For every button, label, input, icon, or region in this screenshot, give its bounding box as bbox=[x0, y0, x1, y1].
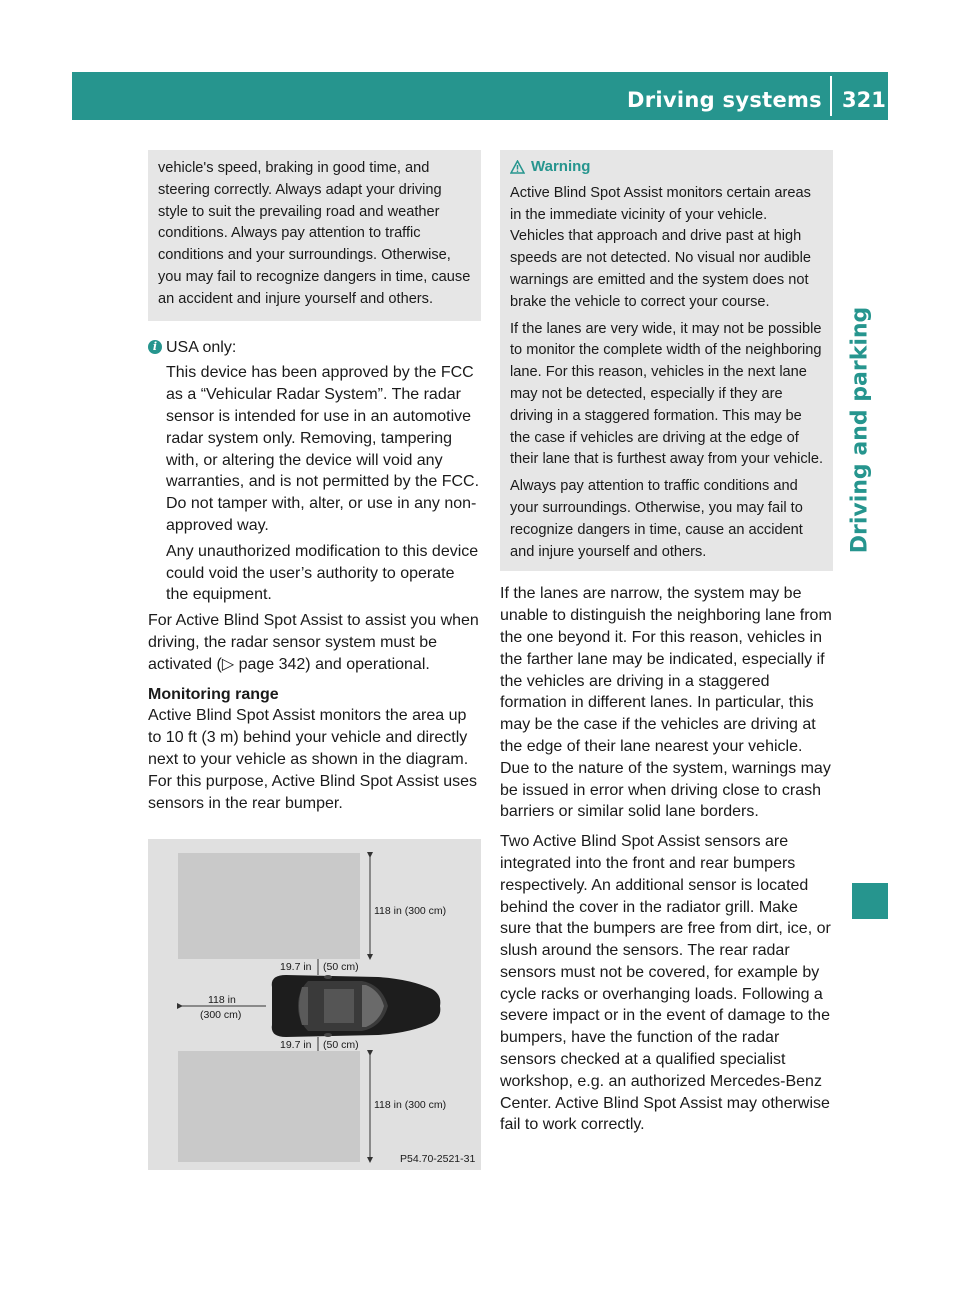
upper-gap-label-in: 19.7 in bbox=[280, 961, 312, 973]
sensors-paragraph: Two Active Blind Spot Assist sensors are integrated into the front and rear bumpers respectively. An additional sensor is located behind the cover in the radiator grill. Make sure that the bumpers are free from dirt, ice, or slush around the sensors. The rear radar sensors must not be covered, for example by cycle racks or overhanging loads. Following a severe impact or in the event of damage to the bumpers, have the function of the radar sensors checked at a qualified specialist workshop, e.g. an authorized Mercedes-Benz Center. Active Blind Spot Assist may otherwise fail to work correctly. bbox=[500, 833, 831, 1134]
info-title: USA only: bbox=[166, 338, 237, 356]
chapter-tab-label: Driving and parking bbox=[847, 306, 873, 554]
info-paragraph-modification: Any unauthorized modification to this device could void the user’s authority to operate the equipment. bbox=[166, 542, 479, 604]
narrow-lanes-paragraph: If the lanes are narrow, the system may be unable to distinguish the neighboring lane from the one beyond it. For this reason, vehicles in the farther lane may be indicated, especially if the vehicles are driving in a staggered formation in different lanes. In particular, this may be the case if the vehicles are driving at the edge of their lane nearest your vehicle. Due to the nature of the system, warnings may be issued in error when driving close to crash barriers or similar solid lane borders. bbox=[500, 585, 832, 821]
warning-triangle-icon bbox=[510, 160, 525, 174]
chapter-tab bbox=[836, 120, 888, 600]
warning-continuation-text: vehicle's speed, braking in good time, and steering correctly. Always adapt your driving style to suit the prevailing road and weather conditions. Always pay attention to traffic conditions and your surroundings. Otherwise, you may fail to recognize dangers in time, cause an accident and injure yourself and others. bbox=[158, 160, 471, 307]
upper-zone-label: 118 in (300 cm) bbox=[374, 905, 447, 917]
thumb-index-marker bbox=[852, 883, 888, 919]
rear-range-label-cm: (300 cm) bbox=[200, 1009, 242, 1021]
page-header bbox=[72, 72, 888, 120]
page-number: 321 bbox=[842, 88, 886, 112]
activation-paragraph bbox=[148, 610, 481, 675]
lower-gap-label-in: 19.7 in bbox=[280, 1039, 312, 1051]
rear-range-label-in: 118 in bbox=[208, 994, 236, 1006]
info-icon: i bbox=[148, 340, 162, 354]
upper-gap-label-cm: (50 cm) bbox=[323, 961, 359, 973]
monitoring-range-paragraph: Active Blind Spot Assist monitors the area up to 10 ft (3 m) behind your vehicle and directly next to your vehicle as shown in the diagram. For this purpose, Active Blind Spot Assist uses sensors in the rear bumper. bbox=[148, 707, 478, 812]
info-paragraph-fcc: This device has been approved by the FCC as a “Vehicular Radar System”. The radar sensor is intended for use in an automotive radar system only. Removing, tampering with, or altering the device will void any warranties, and is not permitted by the FCC. Do not tamper with, alter, or use in any non-approved way. bbox=[166, 364, 480, 534]
warning-continuation-box bbox=[148, 150, 481, 321]
activation-text-a: For Active Blind Spot Assist to assist you when driving, the radar sensor system must be activated ( bbox=[148, 612, 479, 673]
warning-paragraph-2: If the lanes are very wide, it may not be possible to monitor the complete width of the neighboring lane. For this reason, vehicles in the next lane may not be detected, especially if they are driving in a staggered formation. This may be the case if vehicles are driving at the edge of their lane that is furthest away from your vehicle. bbox=[510, 320, 824, 468]
lower-gap-label-cm: (50 cm) bbox=[323, 1039, 359, 1051]
warning-header bbox=[510, 156, 825, 178]
monitoring-range-heading: Monitoring range bbox=[148, 685, 279, 703]
activation-text-b: ) and operational. bbox=[305, 655, 430, 673]
left-column bbox=[148, 150, 481, 814]
page-reference-link[interactable]: ▷ page 342 bbox=[221, 655, 306, 673]
warning-box bbox=[500, 150, 833, 571]
header-divider bbox=[830, 76, 832, 116]
right-column bbox=[500, 150, 833, 1136]
warning-paragraph-3: Always pay attention to traffic conditions and your surroundings. Otherwise, you may fail to recognize dangers in time, cause an accident and injure yourself and others. bbox=[510, 478, 803, 560]
figure-id: P54.70-2521-31 bbox=[400, 1153, 476, 1165]
warning-title: Warning bbox=[531, 158, 591, 175]
monitoring-range-diagram bbox=[148, 839, 481, 1170]
info-note bbox=[148, 337, 481, 607]
vehicle-top-view bbox=[272, 975, 441, 1037]
diagram-lines bbox=[148, 839, 481, 1170]
section-title: Driving systems bbox=[626, 88, 822, 112]
lower-zone-label: 118 in (300 cm) bbox=[374, 1099, 447, 1111]
warning-paragraph-1: Active Blind Spot Assist monitors certain areas in the immediate vicinity of your vehicle. Vehicles that approach and drive past at high speeds are not detected. No visual nor audible warnings are emitted and the system does not brake the vehicle to correct your course. bbox=[510, 184, 811, 310]
